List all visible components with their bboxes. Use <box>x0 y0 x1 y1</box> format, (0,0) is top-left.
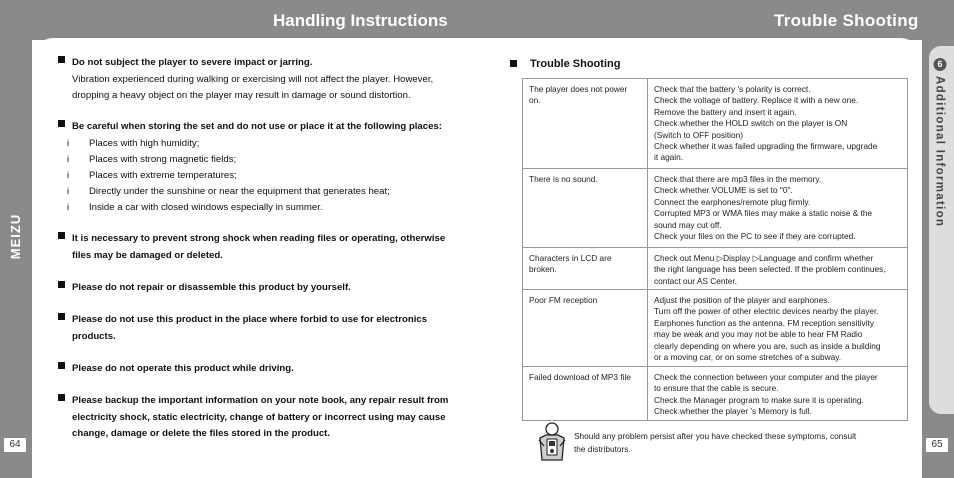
section-tab-text: Additional Information <box>934 76 946 228</box>
handling-item-forbidden-places <box>58 312 458 345</box>
handling-text: Please do not repair or disassemble this product by yourself. <box>72 282 351 293</box>
problem-cell: Characters in LCD are broken. <box>523 248 648 289</box>
page-title-left: Handling Instructions <box>273 11 448 30</box>
handling-text: Please do not use this product in the place where forbid to use for electronics <box>72 314 428 325</box>
list-item: i Inside a car with closed windows especially in summer. <box>67 201 323 213</box>
handling-text: electricity shock, static electricity, change of battery or incorrect using may cause <box>72 411 446 423</box>
bullet-square-icon <box>58 362 65 369</box>
page-number-right: 65 <box>926 438 948 452</box>
list-item: i Places with strong magnetic fields; <box>67 153 237 165</box>
handling-item-shock <box>58 231 458 264</box>
handling-text: Please backup the important information on your note book, any repair result from <box>72 395 449 406</box>
brand-logo: MEIZU <box>8 213 24 259</box>
bullet-square-icon <box>510 60 517 67</box>
section-tab-label <box>928 58 952 238</box>
list-item: i Places with extreme temperatures; <box>67 169 237 181</box>
bullet-square-icon <box>58 394 65 401</box>
handling-item-storage <box>58 119 458 216</box>
page-title-right: Trouble Shooting <box>774 11 919 30</box>
problem-cell: Failed download of MP3 file <box>523 367 648 420</box>
section-number-badge: 6 <box>934 58 947 71</box>
handling-item-impact <box>58 55 458 105</box>
bullet-square-icon <box>58 56 65 63</box>
table-row <box>523 79 907 169</box>
handling-text: dropping a heavy object on the player may result in damage or sound distortion. <box>72 90 411 101</box>
handling-item-repair <box>58 280 458 297</box>
solution-cell: Adjust the position of the player and earphones. Turn off the power of other electric devices nearby the player. Earphones function as the antenna. FM reception sensitivity may be weak and you may not be able to hear FM Radio clearly depending on where you are, such as inside a building or a moving car, or on some stretches of a subway. <box>654 295 881 363</box>
table-row <box>523 290 907 367</box>
table-row <box>523 169 907 248</box>
table-row <box>523 248 907 290</box>
list-item: i Directly under the sunshine or near the equipment that generates heat; <box>67 185 390 197</box>
problem-cell: There is no sound. <box>523 169 648 247</box>
handling-text: It is necessary to prevent strong shock when reading files or operating, otherwise <box>72 233 446 244</box>
service-technician-icon <box>537 422 567 462</box>
handling-heading: Do not subject the player to severe impact or jarring. <box>72 57 313 68</box>
table-row <box>523 367 907 420</box>
problem-cell: Poor FM reception <box>523 290 648 366</box>
handling-heading: Be careful when storing the set and do not use or place it at the following places: <box>72 121 442 132</box>
handling-item-backup <box>58 393 458 443</box>
bullet-square-icon <box>58 281 65 288</box>
trouble-shooting-table <box>522 78 908 421</box>
bullet-square-icon <box>58 232 65 239</box>
handling-text: Please do not operate this product while driving. <box>72 363 294 374</box>
bullet-square-icon <box>58 120 65 127</box>
support-note: Should any problem persist after you have checked these symptoms, consult the distributors. <box>574 431 857 454</box>
page-number-left: 64 <box>4 438 26 452</box>
handling-text: change, damage or delete the files stored in the product. <box>72 428 331 439</box>
handling-text: Vibration experienced during walking or exercising will not affect the player. However, <box>72 73 434 85</box>
handling-text: products. <box>72 330 116 342</box>
handling-item-driving <box>58 361 458 378</box>
trouble-shooting-heading: Trouble Shooting <box>510 58 620 70</box>
handling-text: files may be damaged or deleted. <box>72 249 223 261</box>
solution-cell: Check that the battery 's polarity is correct. Check the voltage of battery. Replace it with a new one. Remove the battery and insert it again. Check whether the HOLD switch on the player is ON (Switch to OFF position) Check whether it was failed upgrading the firmware, upgrade it again. <box>654 84 878 163</box>
solution-cell: Check that there are mp3 files in the memory. Check whether VOLUME is set to "0". Connect the earphones/remote plug firmly. Corrupted MP3 or WMA files may make a static noise & the sound may cut off. Check your files on the PC to see if they are corrupted. <box>654 174 873 242</box>
solution-cell: Check out Menu ▷Display ▷Language and confirm whether the right language has been selected. If the problem continues, contact our AS Center. <box>654 253 886 286</box>
storage-places-list <box>67 136 458 216</box>
solution-cell: Check the connection between your computer and the player to ensure that the cable is secure. Check the Manager program to make sure it is operating. Check whether the player 's Memory is full. <box>654 372 878 417</box>
bullet-square-icon <box>58 313 65 320</box>
problem-cell: The player does not power on. <box>523 79 648 168</box>
list-item: i Places with high humidity; <box>67 137 200 149</box>
